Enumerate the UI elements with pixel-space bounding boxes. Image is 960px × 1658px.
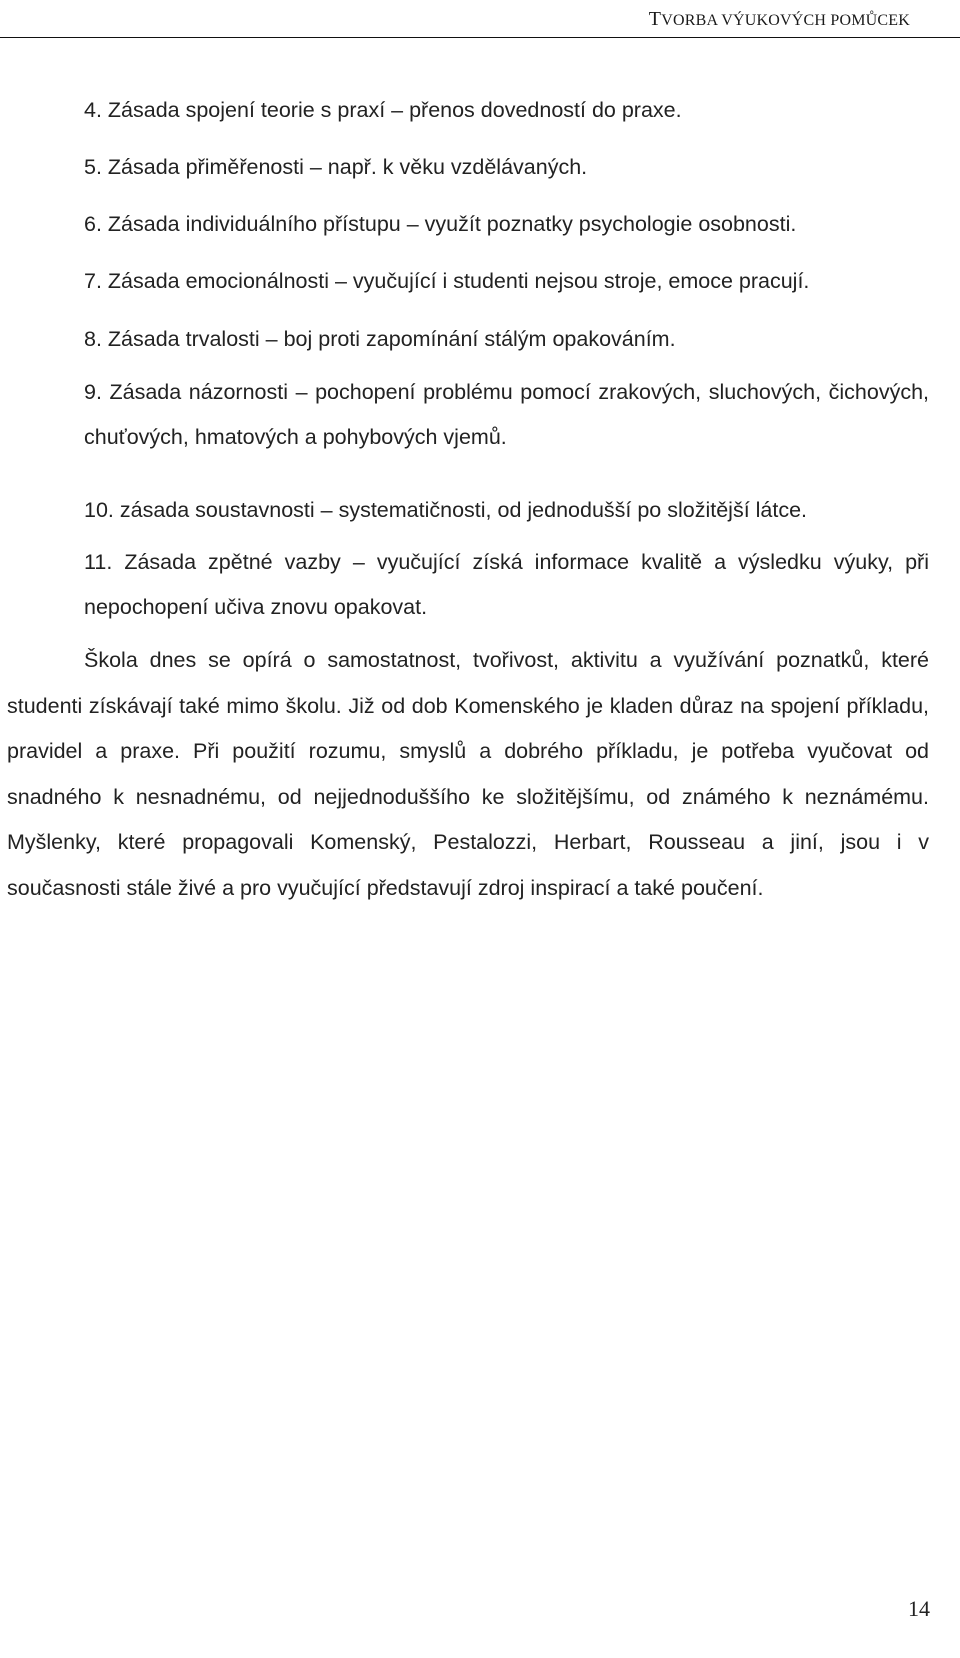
principle-item: 7. Zásada emocionálnosti – vyučující i studenti nejsou stroje, emoce pracují. [84, 269, 810, 293]
header-rest: VORBA VÝUKOVÝCH POMŮCEK [661, 12, 910, 29]
principle-item: 6. Zásada individuálního přístupu – využít poznatky psychologie osobnosti. [84, 212, 797, 236]
principle-item-text: 11. Zásada zpětné vazby – vyučující získá informace kvalitě a výsledku výuky, při nepochopení učiva znovu opakovat. [84, 550, 929, 619]
principle-item: 5. Zásada přiměřenosti – např. k věku vzdělávaných. [84, 155, 588, 179]
header-initial: T [648, 8, 662, 30]
principle-item: 10. zásada soustavnosti – systematičnosti, od jednodušší po složitější látce. [84, 498, 808, 522]
header-rule [0, 37, 960, 38]
principle-item [84, 540, 929, 630]
running-header [649, 8, 910, 31]
body-paragraph: Škola dnes se opírá o samostatnost, tvořivost, aktivitu a využívání poznatků, které studenti získávají také mimo školu. Již od dob Komenského je kladen důraz na spojení příkladu, pravidel a praxe. Při použití rozumu, smyslů a dobrého příkladu, je potřeba vyučovat od snadného k nesnadnému, od nejjednoduššího ke složitějšímu, od známého k neznámému. Myšlenky, které propagovali Komenský, Pestalozzi, Herbart, Rousseau a jiní, jsou i v současnosti stále živé a pro vyučující představují zdroj inspirací a také poučení. [7, 648, 929, 900]
page-number: 14 [908, 1596, 930, 1621]
principle-item-text: 9. Zásada názornosti – pochopení problému pomocí zrakových, sluchových, čichových, chuťových, hmatových a pohybových vjemů. [84, 380, 929, 449]
principle-item [84, 370, 929, 460]
principle-item: 4. Zásada spojení teorie s praxí – přenos dovedností do praxe. [84, 98, 682, 122]
principle-item: 8. Zásada trvalosti – boj proti zapomínání stálým opakováním. [84, 327, 676, 351]
